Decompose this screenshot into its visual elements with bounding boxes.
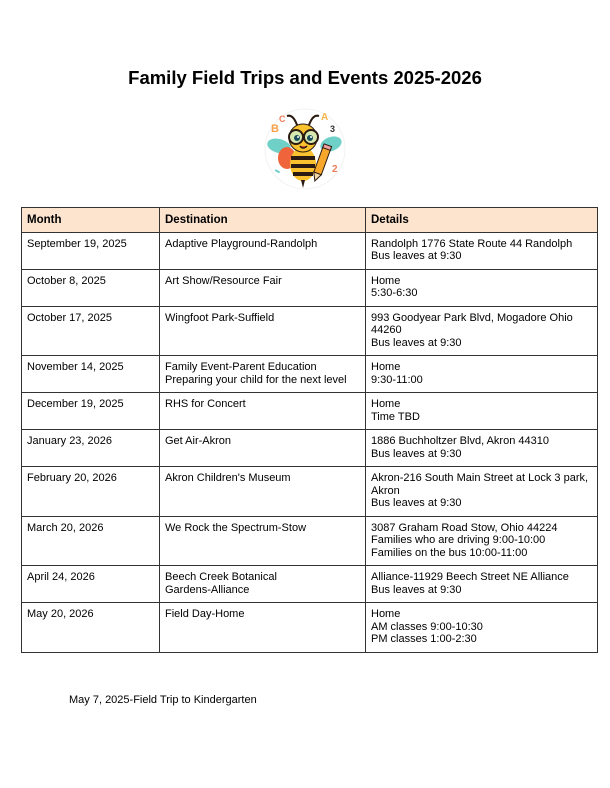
destination-line: Field Day-Home (165, 608, 245, 620)
destination-line: Family Event-Parent Education (165, 361, 317, 373)
table-row (22, 603, 598, 653)
cell-details (366, 269, 598, 306)
cell-destination (160, 516, 366, 566)
details-line: Home (371, 274, 401, 287)
cell-month: February 20, 2026 (22, 467, 160, 517)
details-line: Time TBD (371, 410, 420, 423)
cell-details (366, 430, 598, 467)
cell-month: December 19, 2025 (22, 393, 160, 430)
details-line: Bus leaves at 9:30 (371, 497, 462, 509)
cell-destination (160, 356, 366, 393)
table-row (22, 393, 598, 430)
destination-line: Beech Creek Botanical (165, 571, 277, 583)
details-line: 1886 Buchholtzer Blvd, Akron 44310 (371, 435, 549, 447)
destination-line: Preparing your child for the next level (165, 373, 347, 386)
footnote: May 7, 2025-Field Trip to Kindergarten (69, 694, 257, 706)
cell-details (366, 393, 598, 430)
details-line: Randolph 1776 State Route 44 Randolph (371, 237, 573, 250)
destination-line: Akron Children's Museum (165, 472, 291, 484)
cell-details (366, 232, 598, 269)
details-line: Bus leaves at 9:30 (371, 250, 462, 262)
cell-details (366, 306, 598, 356)
bee-logo-icon (261, 108, 349, 190)
cell-month: January 23, 2026 (22, 430, 160, 467)
cell-details (366, 516, 598, 566)
destination-line: We Rock the Spectrum-Stow (165, 521, 307, 534)
details-line: Bus leaves at 9:30 (371, 447, 462, 460)
details-line: Families on the bus 10:00-11:00 (371, 546, 528, 559)
details-line: 5:30-6:30 (371, 287, 418, 299)
cell-destination (160, 467, 366, 517)
letter-b: B (271, 123, 279, 135)
details-line: Bus leaves at 9:30 (371, 336, 462, 349)
cell-destination (160, 269, 366, 306)
details-line: 44260 (371, 324, 402, 336)
cell-destination (160, 603, 366, 653)
destination-line: RHS for Concert (165, 398, 246, 410)
details-line: Alliance-11929 Beech Street NE Alliance (371, 571, 569, 583)
destination-line: Wingfoot Park-Suffield (165, 311, 275, 324)
events-table (21, 207, 598, 653)
details-line: Home (371, 608, 401, 620)
table-row (22, 516, 598, 566)
cell-destination (160, 306, 366, 356)
cell-month: November 14, 2025 (22, 356, 160, 393)
cell-details (366, 356, 598, 393)
table-row (22, 467, 598, 517)
cell-month: March 20, 2026 (22, 516, 160, 566)
letter-a: A (321, 112, 329, 123)
header-destination: Destination (160, 208, 366, 233)
cell-month: September 19, 2025 (22, 232, 160, 269)
details-line: 9:30-11:00 (371, 373, 423, 386)
details-line: PM classes 1:00-2:30 (371, 633, 477, 645)
details-line: Akron (371, 484, 400, 497)
cell-details (366, 467, 598, 517)
table-row (22, 269, 598, 306)
cell-month: October 8, 2025 (22, 269, 160, 306)
details-line: Families who are driving 9:00-10:00 (371, 534, 546, 546)
cell-details (366, 603, 598, 653)
page-title: Family Field Trips and Events 2025-2026 (128, 67, 482, 88)
table-row (22, 306, 598, 356)
table-row (22, 232, 598, 269)
table-row (22, 356, 598, 393)
header-details: Details (366, 208, 598, 233)
destination-line: Gardens-Alliance (165, 583, 250, 596)
table-row (22, 430, 598, 467)
destination-line: Adaptive Playground-Randolph (165, 237, 318, 250)
destination-line: Art Show/Resource Fair (165, 274, 282, 287)
cell-destination (160, 232, 366, 269)
details-line: Home (371, 398, 401, 410)
details-line: Akron-216 South Main Street at Lock 3 park, (371, 472, 589, 484)
cell-destination (160, 430, 366, 467)
cell-details (366, 566, 598, 603)
destination-line: Get Air-Akron (165, 435, 232, 447)
cell-month: October 17, 2025 (22, 306, 160, 356)
table-header-row (22, 208, 598, 233)
header-month: Month (22, 208, 160, 233)
cell-destination (160, 566, 366, 603)
details-line: 993 Goodyear Park Blvd, Mogadore Ohio (371, 311, 573, 324)
digit-3: 3 (330, 124, 336, 134)
cell-destination (160, 393, 366, 430)
cell-month: May 20, 2026 (22, 603, 160, 653)
details-line: 3087 Graham Road Stow, Ohio 44224 (371, 521, 558, 534)
digit-2: 2 (332, 164, 338, 175)
details-line: Home (371, 361, 401, 373)
letter-c: C (279, 114, 286, 124)
details-line: AM classes 9:00-10:30 (371, 620, 483, 633)
details-line: Bus leaves at 9:30 (371, 583, 462, 596)
table-row (22, 566, 598, 603)
cell-month: April 24, 2026 (22, 566, 160, 603)
